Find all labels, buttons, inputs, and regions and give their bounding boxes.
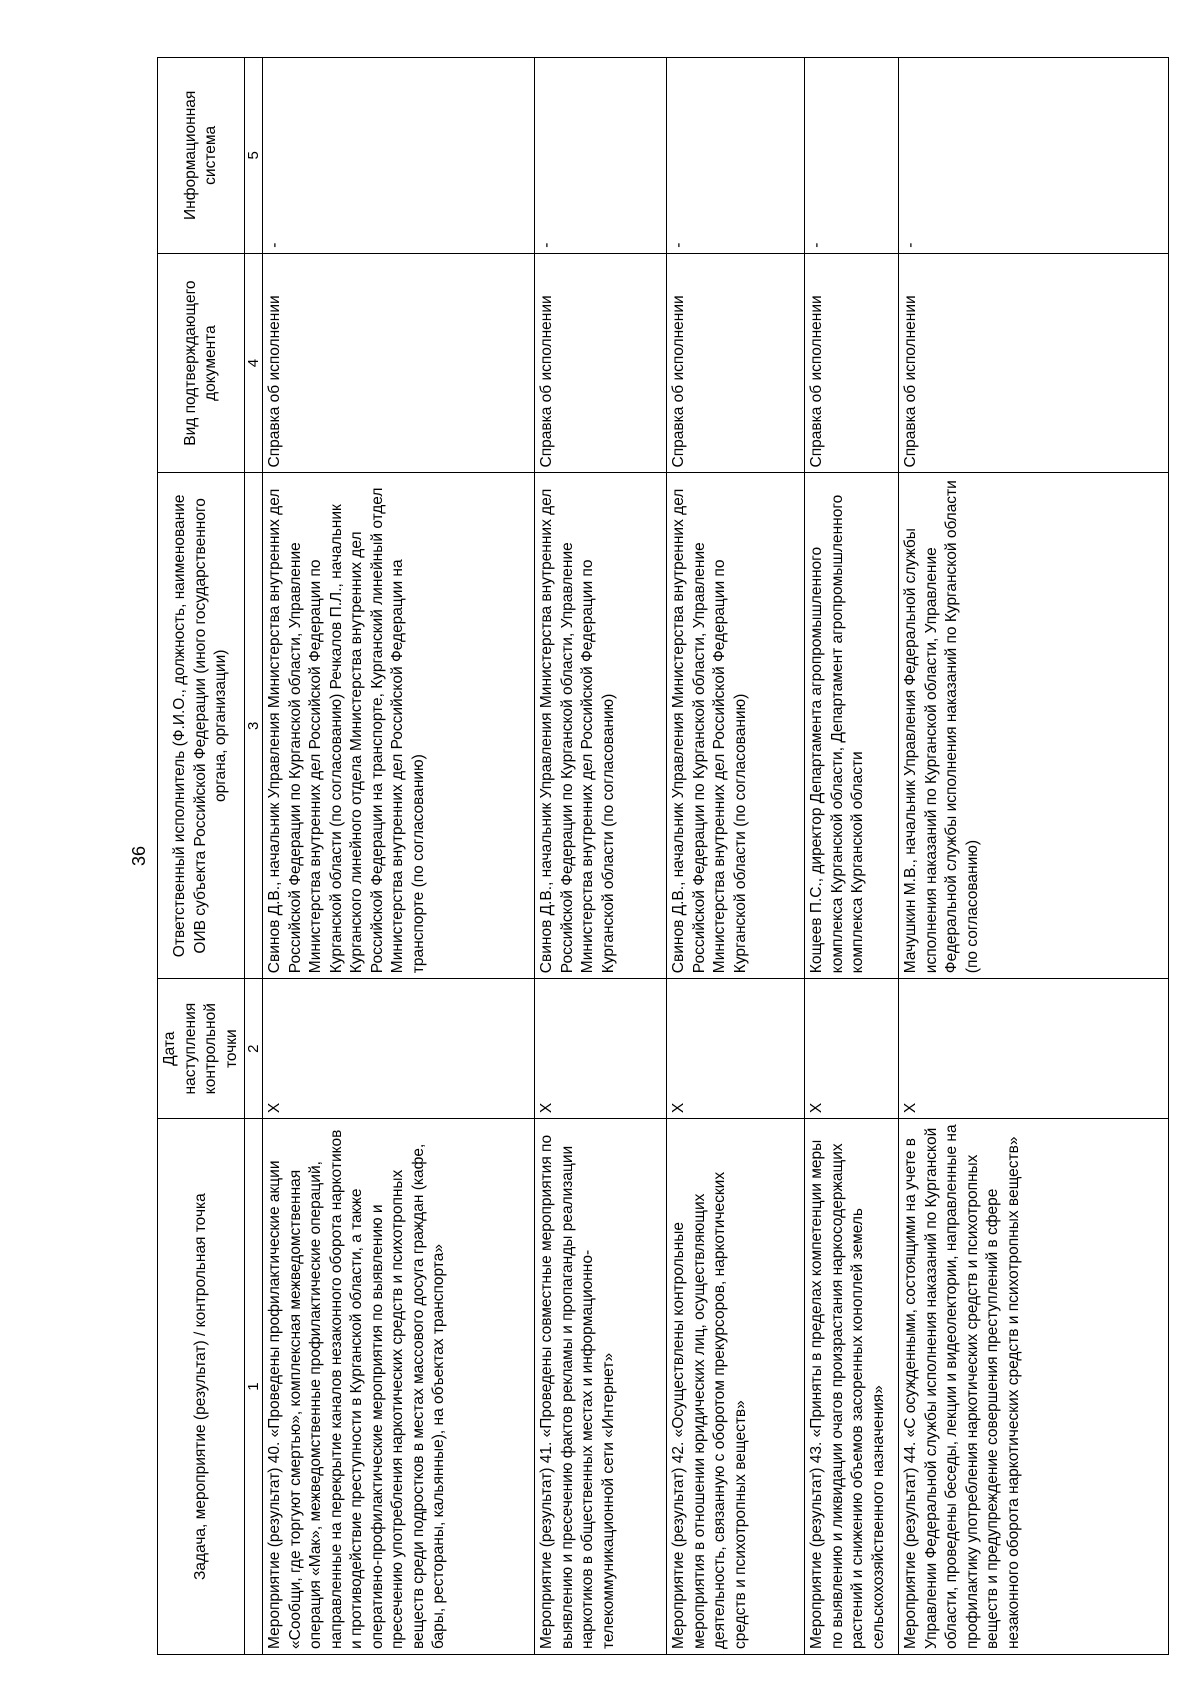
column-number: 3 bbox=[245, 473, 263, 979]
system-cell: - bbox=[535, 58, 667, 254]
table-row bbox=[667, 58, 805, 1655]
column-number: 2 bbox=[245, 979, 263, 1119]
header-responsible: Ответственный исполнитель (Ф.И.О., должность, наименование ОИВ субъекта Российской Федерации (иного государственного органа, организации) bbox=[158, 473, 245, 979]
column-number: 4 bbox=[245, 253, 263, 473]
document-cell: Справка об исполнении bbox=[263, 253, 535, 473]
table-row bbox=[535, 58, 667, 1655]
column-number-row bbox=[245, 58, 263, 1655]
column-number: 5 bbox=[245, 58, 263, 254]
table-row bbox=[263, 58, 535, 1655]
responsible-cell: Кощеев П.С., директор Департамента агропромышленного комплекса Курганской области, Департамент агропромышленного комплекса Курганской области bbox=[805, 473, 899, 979]
responsible-cell: Свинов Д.В., начальник Управления Министерства внутренних дел Российской Федерации по Курганской области, Управление Министерства внутренних дел Российской Федерации по Курганской области (по согласованию) Речкалов П.Л., начальник Курганского линейного отдела Министерства внутренних дел Российской Федерации на транспорте, Курганский линейный отдел Министерства внутренних дел Российской Федерации на транспорте (по согласованию) bbox=[263, 473, 535, 979]
header-system: Информационная система bbox=[158, 58, 245, 254]
document-cell: Справка об исполнении bbox=[899, 253, 1169, 473]
system-cell: - bbox=[899, 58, 1169, 254]
system-cell: - bbox=[667, 58, 805, 254]
header-row bbox=[158, 58, 245, 1655]
date-cell: X bbox=[667, 979, 805, 1119]
date-cell: X bbox=[263, 979, 535, 1119]
date-cell: X bbox=[535, 979, 667, 1119]
table-row bbox=[805, 58, 899, 1655]
date-cell: X bbox=[899, 979, 1169, 1119]
table-row bbox=[899, 58, 1169, 1655]
column-number: 1 bbox=[245, 1119, 263, 1655]
document-cell: Справка об исполнении bbox=[535, 253, 667, 473]
system-cell: - bbox=[263, 58, 535, 254]
document-cell: Справка об исполнении bbox=[805, 253, 899, 473]
task-cell: Мероприятие (результат) 44. «С осужденными, состоящими на учете в Управлении Федеральной службы исполнения наказаний по Курганской области, проведены беседы, лекции и видеолектории, направленные на профилактику употребления наркотических средств и психотропных веществ и предупреждение совершения преступлений в сфере незаконного оборота наркотических средств и психотропных веществ» bbox=[899, 1119, 1169, 1655]
page-number: 36 bbox=[129, 845, 149, 867]
header-date: Дата наступления контрольной точки bbox=[158, 979, 245, 1119]
task-cell: Мероприятие (результат) 43. «Приняты в пределах компетенции меры по выявлению и ликвидации очагов произрастания наркосодержащих растений и снижению объемов засоренных коноплей земель сельскохозяйственного назначения» bbox=[805, 1119, 899, 1655]
date-cell: X bbox=[805, 979, 899, 1119]
document-cell: Справка об исполнении bbox=[667, 253, 805, 473]
responsible-cell: Свинов Д.В., начальник Управления Министерства внутренних дел Российской Федерации по Курганской области, Управление Министерства внутренних дел Российской Федерации по Курганской области (по согласованию) bbox=[535, 473, 667, 979]
responsible-cell: Мачушкин М.В., начальник Управления Федеральной службы исполнения наказаний по Курганской области, Управление Федеральной службы исполнения наказаний по Курганской области (по согласованию) bbox=[899, 473, 1169, 979]
responsible-cell: Свинов Д.В., начальник Управления Министерства внутренних дел Российской Федерации по Курганской области, Управление Министерства внутренних дел Российской Федерации по Курганской области (по согласованию) bbox=[667, 473, 805, 979]
task-cell: Мероприятие (результат) 40. «Проведены профилактические акции «Сообщи, где торгуют смертью», комплексная межведомственная операция «Мак», межведомственные профилактические операций, направленные на перекрытие каналов незаконного оборота наркотиков и противодействие преступности в Курганской области, а также оперативно-профилактические мероприятия по выявлению и пресечению употребления наркотических средств и психотропных веществ среди подростков в местах массового досуга граждан (кафе, бары, рестораны, кальянные), на объектах транспорта» bbox=[263, 1119, 535, 1655]
rotated-document-page bbox=[123, 57, 1165, 1655]
header-task: Задача, мероприятие (результат) / контрольная точка bbox=[158, 1119, 245, 1655]
task-cell: Мероприятие (результат) 41. «Проведены совместные мероприятия по выявлению и пресечению фактов рекламы и пропаганды реализации наркотиков в общественных местах и информационно-телекоммуникационной сети «Интернет» bbox=[535, 1119, 667, 1655]
system-cell: - bbox=[805, 58, 899, 254]
header-document: Вид подтверждающего документа bbox=[158, 253, 245, 473]
control-points-table bbox=[157, 57, 1169, 1655]
task-cell: Мероприятие (результат) 42. «Осуществлены контрольные мероприятия в отношении юридических лиц, осуществляющих деятельность, связанную с оборотом прекурсоров, наркотических средств и психотропных веществ» bbox=[667, 1119, 805, 1655]
